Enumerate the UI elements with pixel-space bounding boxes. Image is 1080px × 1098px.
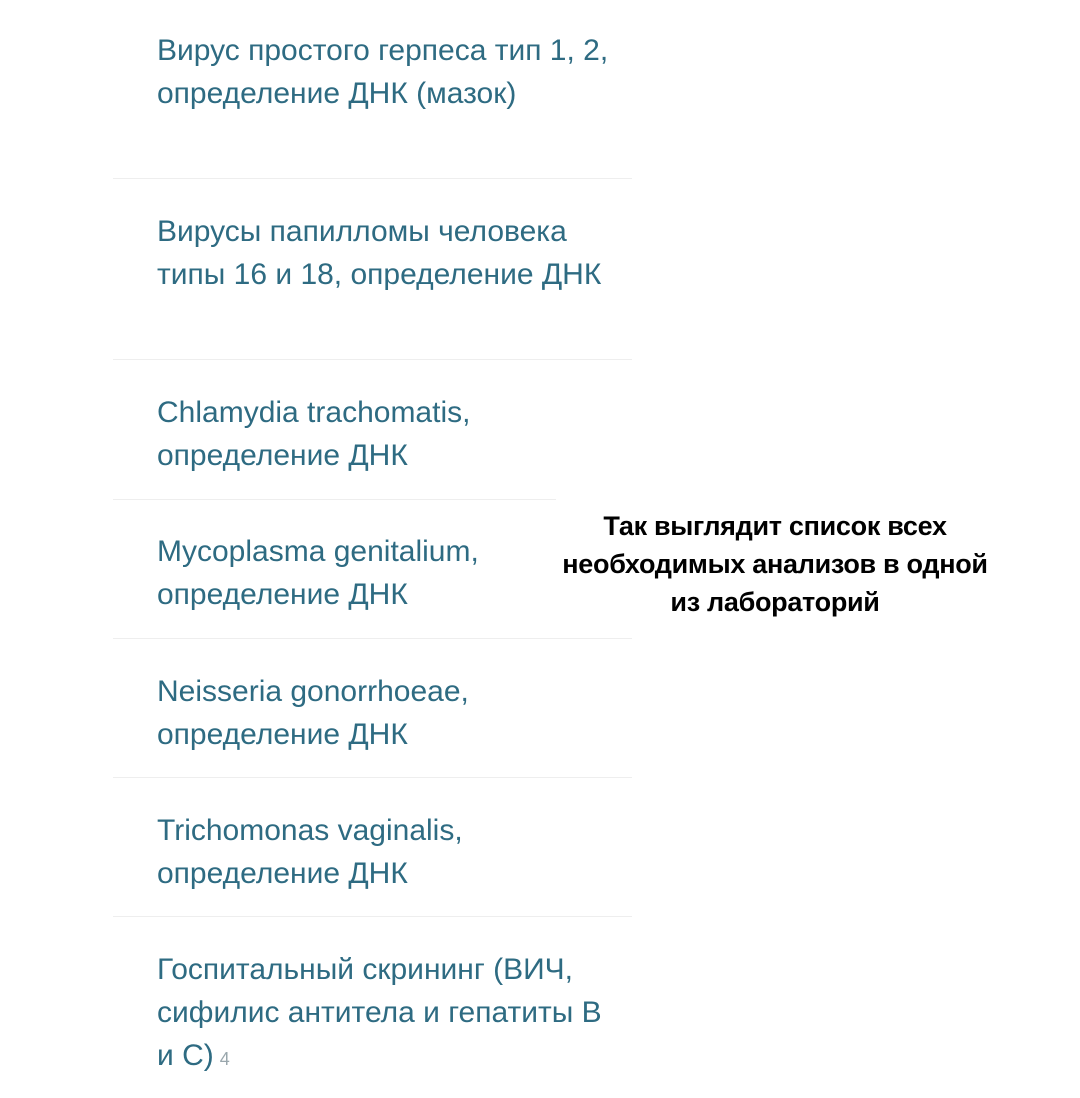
test-link-chlamydia[interactable]: Chlamydia trachomatis, определение ДНК [157, 396, 471, 472]
test-link-mycoplasma[interactable]: Mycoplasma genitalium, определение ДНК [157, 535, 479, 611]
caption-overlay: Так выглядит список всех необходимых анализов в одной из лабораторий [562, 511, 988, 617]
list-item[interactable] [113, 917, 632, 1098]
test-link-neisseria[interactable]: Neisseria gonorrhoeae, определение ДНК [157, 675, 469, 751]
test-name-text: Госпитальный скрининг (ВИЧ, сифилис антитела и гепатиты В и С) [157, 953, 602, 1072]
list-item[interactable] [113, 639, 632, 778]
test-link-hospital-screening[interactable] [157, 948, 617, 1081]
list-item[interactable] [113, 179, 632, 360]
test-link-hpv[interactable]: Вирусы папилломы человека типы 16 и 18, определение ДНК [157, 215, 602, 291]
list-item[interactable] [113, 778, 632, 917]
list-item[interactable] [113, 360, 632, 500]
list-item[interactable] [113, 0, 632, 179]
test-link-trichomonas[interactable]: Trichomonas vaginalis, определение ДНК [157, 814, 463, 890]
test-link-hsv[interactable]: Вирус простого герпеса тип 1, 2, определение ДНК (мазок) [157, 34, 609, 110]
test-count-badge: 4 [219, 1049, 230, 1069]
